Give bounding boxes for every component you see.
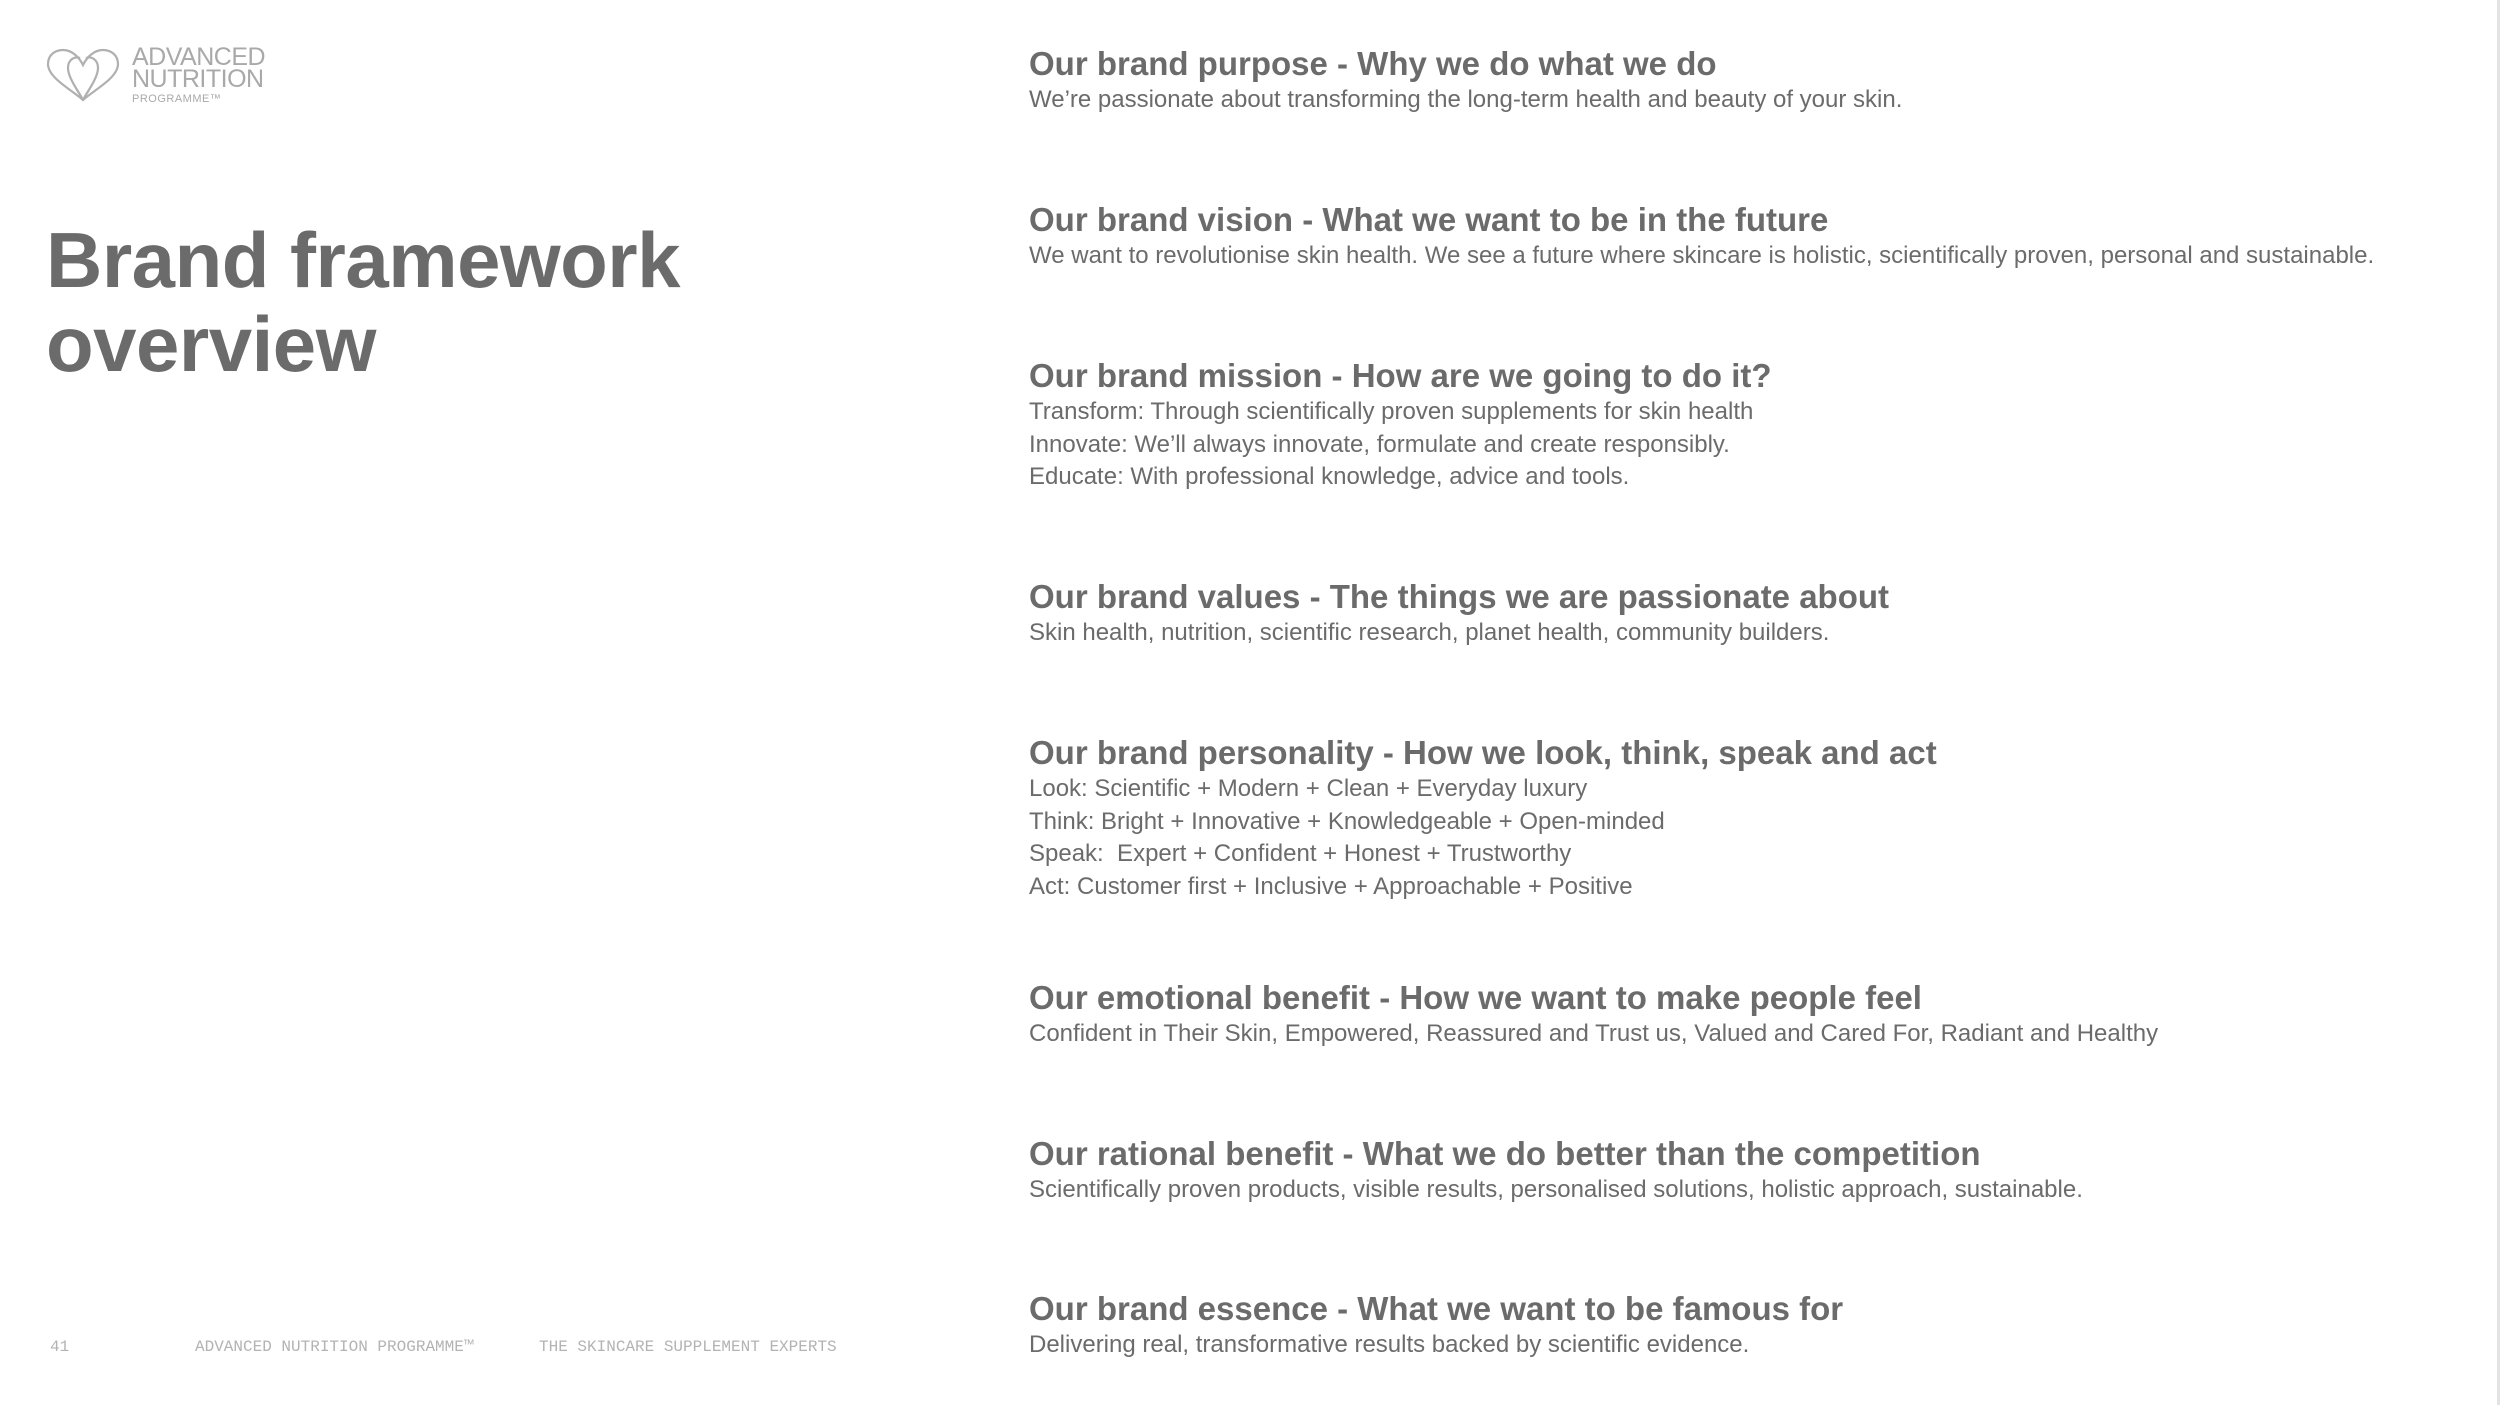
page-title-line1: Brand framework [46, 216, 681, 304]
section-heading: Our brand personality - How we look, think, speak and act [1029, 734, 1937, 771]
section-text: Confident in Their Skin, Empowered, Reassured and Trust us, Valued and Cared For, Radiant and Healthy [1029, 1020, 2159, 1047]
section-text: Think: Bright + Innovative + Knowledgeable + Open-minded [1029, 807, 1665, 835]
section-brand-purpose [1029, 44, 1902, 117]
footer-tagline: THE SKINCARE SUPPLEMENT EXPERTS [539, 1338, 837, 1356]
section-heading: Our brand values - The things we are passionate about [1029, 578, 1890, 615]
section-heading: Our brand vision - What we want to be in the future [1029, 201, 1829, 238]
section-brand-values [1029, 577, 1889, 650]
section-text: Transform: Through scientifically proven supplements for skin health [1029, 398, 1754, 425]
section-text: We’re passionate about transforming the long-term health and beauty of your skin. [1029, 86, 1903, 113]
section-heading: Our brand essence - What we want to be famous for [1029, 1290, 1844, 1327]
logo-text-line2: NUTRITION [132, 65, 264, 93]
section-text: We want to revolutionise skin health. We see a future where skincare is holistic, scientifically proven, personal and sustainable. [1029, 242, 2375, 269]
section-text: Innovate: We’ll always innovate, formulate and create responsibly. [1029, 430, 1730, 458]
section-brand-mission [1029, 356, 1772, 494]
section-text: Speak: Expert + Confident + Honest + Trustworthy [1029, 840, 1572, 867]
section-text: Look: Scientific + Modern + Clean + Everyday luxury [1029, 775, 1588, 802]
section-emotional-benefit [1029, 978, 2158, 1051]
logo-text-line3: PROGRAMME™ [132, 93, 222, 105]
section-rational-benefit [1029, 1134, 2083, 1207]
logo-text-line1: ADVANCED [132, 43, 266, 71]
page-title-line2: overview [46, 300, 376, 388]
footer-brand-name: ADVANCED NUTRITION PROGRAMME™ [195, 1338, 474, 1356]
section-text: Act: Customer first + Inclusive + Approachable + Positive [1029, 872, 1633, 900]
logo-wordmark [132, 43, 266, 106]
section-heading: Our emotional benefit - How we want to make people feel [1029, 979, 1922, 1016]
page-title [46, 218, 680, 386]
double-heart-logo-icon [46, 48, 120, 102]
footer-page-number: 41 [50, 1338, 70, 1356]
section-heading: Our brand mission - How are we going to do it? [1029, 357, 1772, 394]
section-text: Scientifically proven products, visible results, personalised solutions, holistic approach, sustainable. [1029, 1176, 2083, 1203]
brand-logo [46, 43, 276, 106]
section-heading: Our rational benefit - What we do better than the competition [1029, 1135, 1981, 1172]
section-text: Skin health, nutrition, scientific research, planet health, community builders. [1029, 619, 1830, 646]
section-heading: Our brand purpose - Why we do what we do [1029, 45, 1717, 82]
section-text: Delivering real, transformative results backed by scientific evidence. [1029, 1331, 1750, 1358]
section-brand-personality [1029, 733, 1937, 903]
section-brand-essence [1029, 1289, 1843, 1362]
section-brand-vision [1029, 200, 2374, 273]
section-text: Educate: With professional knowledge, advice and tools. [1029, 463, 1630, 490]
